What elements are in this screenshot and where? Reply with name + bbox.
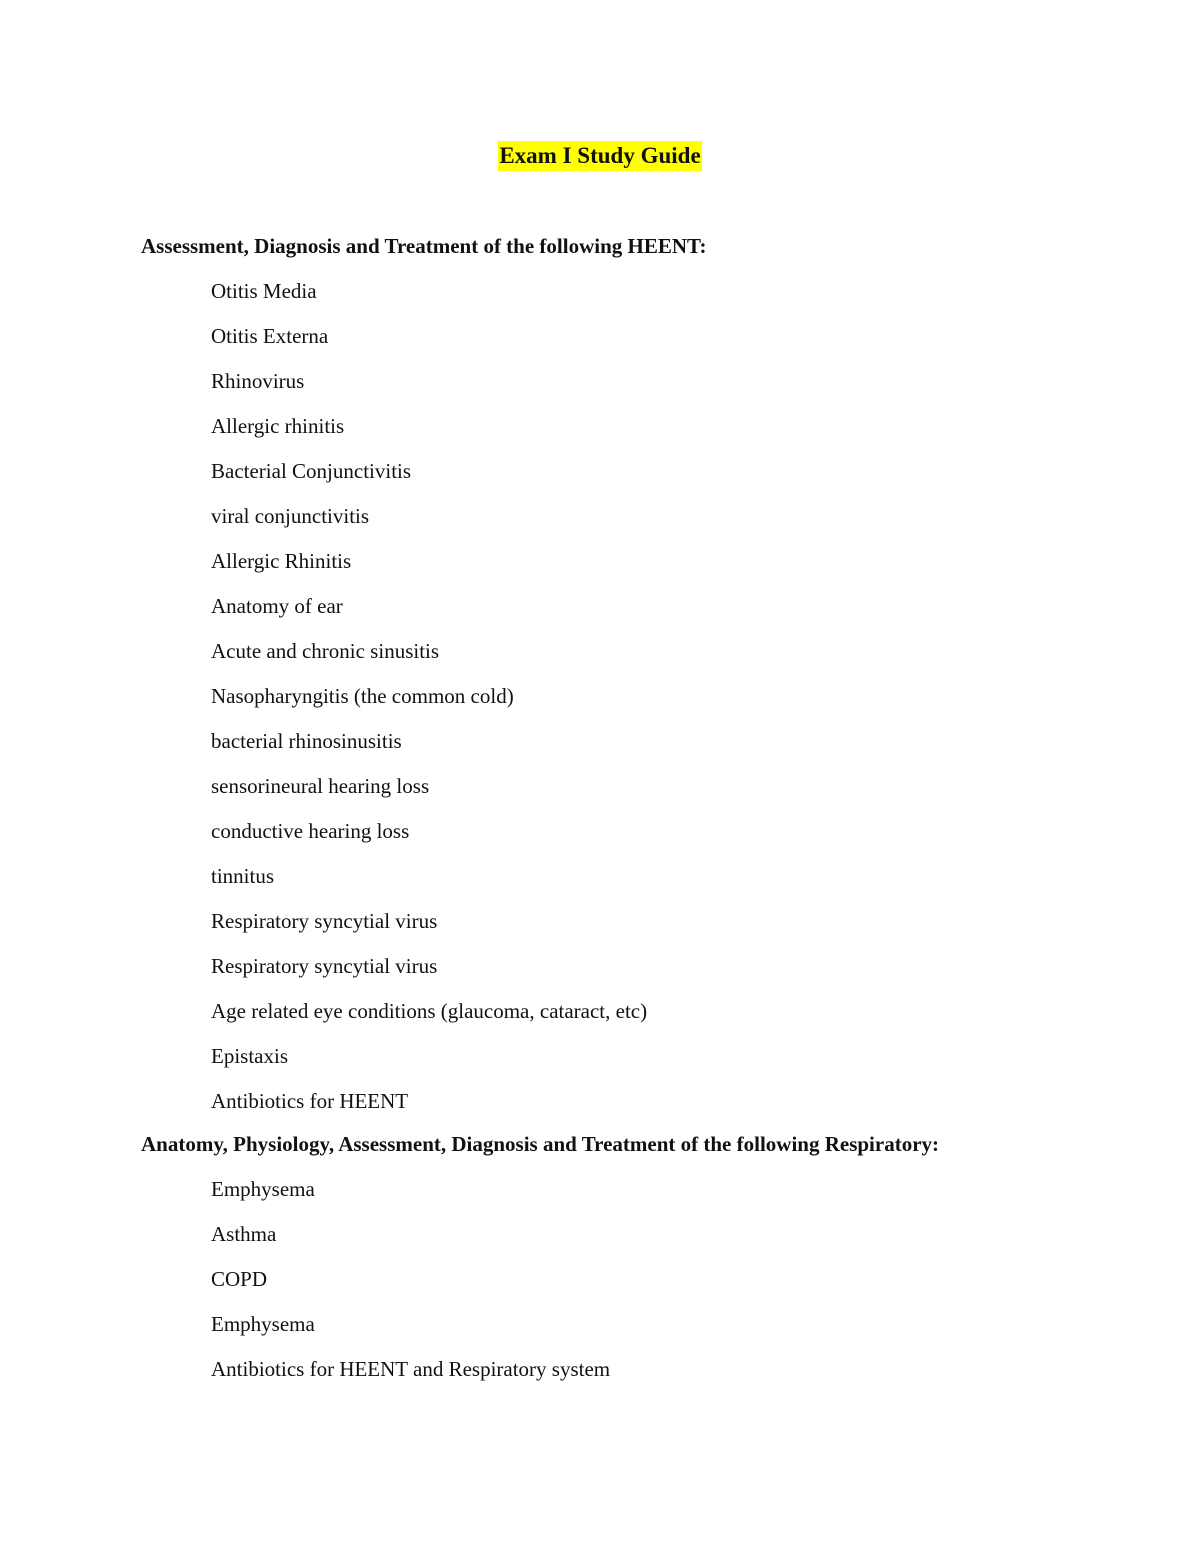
list-item: Age related eye conditions (glaucoma, cataract, etc) [211,999,648,1023]
document-title: Exam I Study Guide [498,141,701,171]
list-item: Nasopharyngitis (the common cold) [211,684,514,708]
list-item: Antibiotics for HEENT [211,1089,409,1113]
list-item: Bacterial Conjunctivitis [211,459,412,483]
list-item: Emphysema [211,1312,315,1336]
list-item: Respiratory syncytial virus [211,954,438,978]
respiratory-topic-list [141,1174,1141,1399]
list-item: Rhinovirus [211,369,305,393]
list-item: sensorineural hearing loss [211,774,430,798]
list-item: Allergic rhinitis [211,414,345,438]
list-item: Otitis Media [211,279,317,303]
list-item: Acute and chronic sinusitis [211,639,440,663]
list-item: Asthma [211,1222,277,1246]
section-heading-respiratory: Anatomy, Physiology, Assessment, Diagnosis and Treatment of the following Respiratory: [141,1132,940,1156]
list-item: tinnitus [211,864,275,888]
list-item: Otitis Externa [211,324,329,348]
list-item: Emphysema [211,1177,315,1201]
list-item: Antibiotics for HEENT and Respiratory system [211,1357,611,1381]
list-item: conductive hearing loss [211,819,410,843]
section-heent [141,231,1141,1131]
title-container [0,141,1200,171]
list-item: viral conjunctivitis [211,504,370,528]
heent-topic-list [141,276,1141,1131]
list-item: Allergic Rhinitis [211,549,352,573]
list-item: Anatomy of ear [211,594,343,618]
list-item: bacterial rhinosinusitis [211,729,402,753]
list-item: Epistaxis [211,1044,288,1068]
section-respiratory [141,1129,1141,1399]
list-item: COPD [211,1267,268,1291]
list-item: Respiratory syncytial virus [211,909,438,933]
section-heading-heent: Assessment, Diagnosis and Treatment of the following HEENT: [141,234,707,258]
